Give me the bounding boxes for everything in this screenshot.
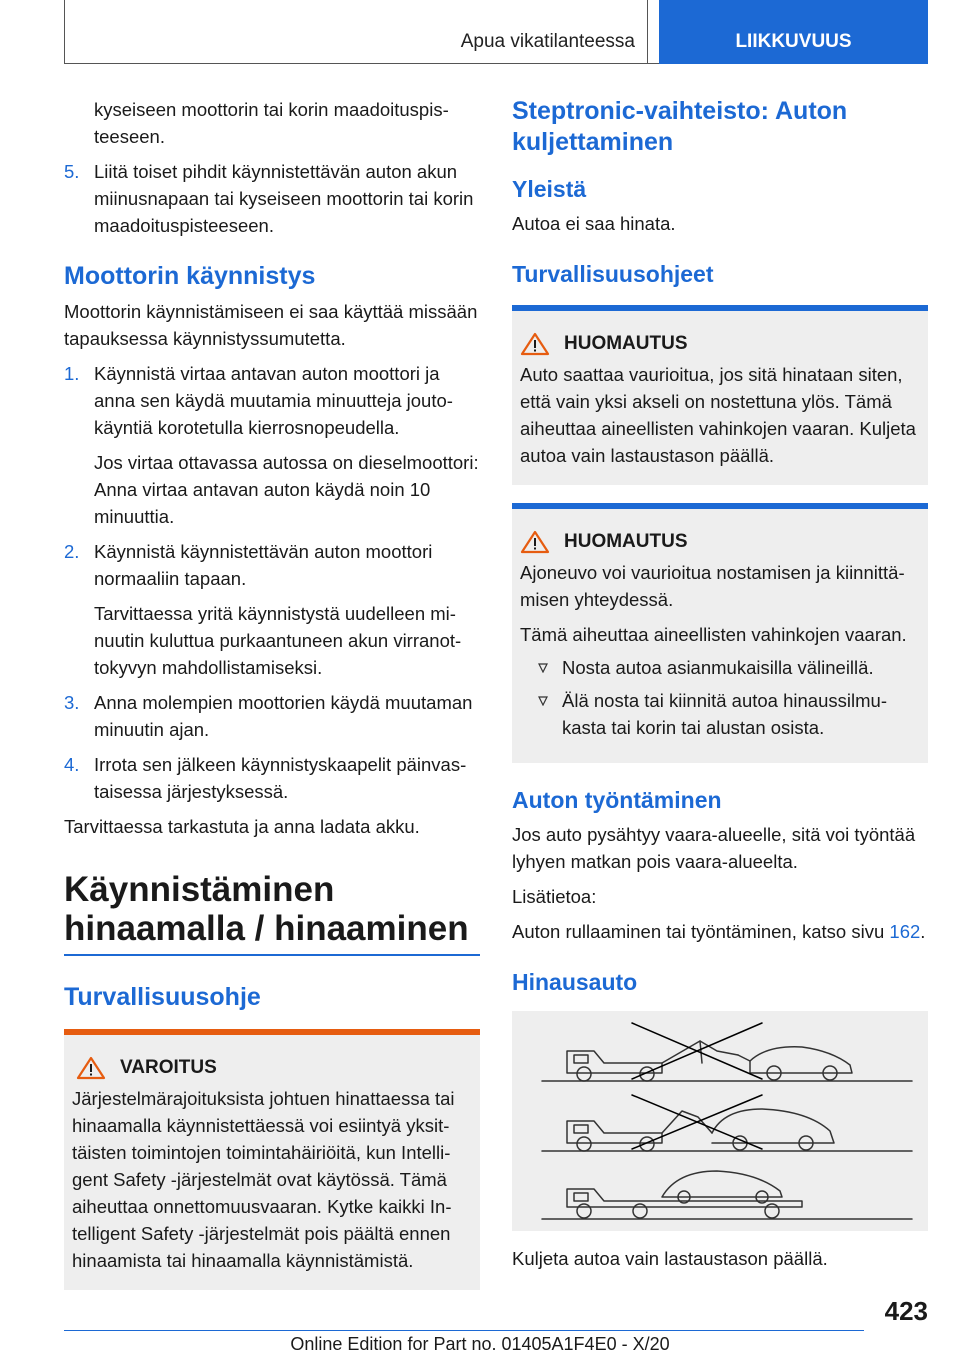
step-4-continuation: kyseiseen moottorin tai korin maadoituspisteeseen. bbox=[94, 99, 449, 147]
step-text: Anna molempien moottorien käydä muutaman minuutin ajan. bbox=[94, 692, 473, 740]
rolling-reference bbox=[512, 918, 928, 945]
flatbed-tow-row bbox=[542, 1171, 912, 1219]
pushing-heading: Auton työntäminen bbox=[512, 787, 722, 813]
rolling-end: . bbox=[920, 921, 926, 942]
after-steps-text: Tarvittaessa tarkastuta ja anna ladata akku. bbox=[64, 816, 420, 837]
step-text: Käynnistä virtaa antavan auton moottori ja anna sen käydä muutamia minuutteja joutokäyntiä korotetulla kierrosnopeudella. bbox=[94, 363, 453, 438]
notice-box bbox=[512, 305, 928, 485]
front-lift-tow-row bbox=[542, 1095, 912, 1151]
step-number: 4. bbox=[64, 754, 80, 775]
engine-start-intro: Moottorin käynnistämiseen ei saa käyttää missään tapauksessa käynnistyssumutetta. bbox=[64, 301, 478, 349]
list-item bbox=[64, 360, 480, 530]
wheel-lift-tow-row bbox=[542, 1023, 912, 1081]
list-item bbox=[520, 654, 920, 681]
warning-box bbox=[64, 1029, 480, 1290]
warning-title: VAROITUS bbox=[120, 1057, 217, 1078]
list-item bbox=[520, 687, 920, 741]
step-number: 2. bbox=[64, 541, 80, 562]
list-item bbox=[64, 689, 480, 743]
header-chapter-tab: LIIKKUVUUS bbox=[659, 0, 928, 64]
safety-instruction-heading: Turvallisuusohje bbox=[64, 983, 261, 1011]
step-number: 1. bbox=[64, 363, 80, 384]
warning-triangle-icon bbox=[520, 332, 550, 356]
left-column bbox=[64, 96, 480, 1308]
notice-box bbox=[512, 503, 928, 763]
general-text: Autoa ei saa hinata. bbox=[512, 213, 676, 234]
notice-title: HUOMAUTUS bbox=[564, 333, 688, 354]
general-heading: Yleistä bbox=[512, 176, 587, 202]
step-text: Irrota sen jälkeen käynnistyskaapelit päinvastaisessa järjestyksessä. bbox=[94, 754, 467, 802]
main-heading-line-2: hinaamalla / hinaaminen bbox=[64, 909, 469, 948]
notice-text: Ajoneuvo voi vaurioitua nostamisen ja kiinnittämisen yhteydessä. bbox=[520, 562, 905, 610]
safety-notes-heading: Turvallisuusohjeet bbox=[512, 261, 714, 287]
warning-text: Järjestelmärajoituksista johtuen hinattaessa tai hinaamalla käynnistettäessä voi esiintyä yksittäisten toimintojen toimintahäiriöitä, kun Intelligent Safety -järjestelmät ovat käytössä. Tämä aiheuttaa onnettomuusvaaran. Kytke kaikki Intelligent Safety -järjestelmät pois päältä ennen hinaamista tai hinaamalla käynnistämistä. bbox=[72, 1088, 455, 1271]
step-subtext: Jos virtaa ottavassa autossa on dieselmoottori: Anna virtaa antavan auton käydä noin 10 minuuttia. bbox=[94, 452, 479, 527]
list-item bbox=[64, 751, 480, 805]
list-item bbox=[64, 538, 480, 681]
warning-box-header bbox=[72, 1055, 472, 1081]
notice-text: Auto saattaa vaurioitua, jos sitä hinataan siten, että vain yksi akseli on nostettuna ylös. Tämä aiheuttaa aineellisten vahinkojen vaaran. Kuljeta autoa vain lastaustason päällä. bbox=[520, 364, 916, 466]
notice-box-header bbox=[520, 331, 920, 357]
tow-truck-illustration bbox=[512, 1011, 928, 1231]
rolling-text: Auton rullaaminen tai työntäminen, katso sivu bbox=[512, 921, 885, 942]
tow-truck-heading: Hinausauto bbox=[512, 969, 638, 995]
steptronic-heading: Steptronic-vaihteisto: Auton kuljettaminen bbox=[512, 97, 848, 156]
bullet-text: Nosta autoa asianmukaisilla välineillä. bbox=[562, 657, 874, 678]
footer-edition: Online Edition for Part no. 01405A1F4E0 - X/20 bbox=[290, 1334, 670, 1354]
step-subtext: Tarvittaessa yritä käynnistystä uudelleen minuutin kuluttua purkaantuneen akun virranottokyvyn mahdollistamiseksi. bbox=[94, 603, 462, 678]
notice-text: Tämä aiheuttaa aineellisten vahinkojen vaaran. bbox=[520, 624, 907, 645]
list-item bbox=[64, 158, 480, 239]
footer-divider bbox=[64, 1330, 864, 1331]
warning-triangle-icon bbox=[520, 530, 550, 554]
main-heading-line-1: Käynnistäminen bbox=[64, 870, 335, 909]
step-number: 5. bbox=[64, 161, 80, 182]
page-link[interactable]: 162 bbox=[889, 921, 921, 942]
figure-caption: Kuljeta autoa vain lastaustason päällä. bbox=[512, 1248, 828, 1269]
step-text: Liitä toiset pihdit käynnistettävän auton akun miinusnapaan tai kyseiseen moottorin tai korin maadoituspisteeseen. bbox=[94, 161, 474, 236]
bullet-triangle-icon bbox=[538, 663, 548, 673]
notice-box-header bbox=[520, 529, 920, 555]
bullet-triangle-icon bbox=[538, 696, 548, 706]
list-item bbox=[64, 96, 480, 150]
step-number: 3. bbox=[64, 692, 80, 713]
notice-bullet-list bbox=[520, 654, 920, 741]
step-text: Käynnistä käynnistettävän auton moottori normaaliin tapaan. bbox=[94, 541, 433, 589]
tow-methods-drawing bbox=[512, 1011, 928, 1231]
notice-title: HUOMAUTUS bbox=[564, 531, 688, 552]
main-section-heading bbox=[64, 870, 480, 956]
engine-start-heading: Moottorin käynnistys bbox=[64, 262, 316, 290]
right-column bbox=[512, 96, 928, 1272]
pushing-text: Jos auto pysähtyy vaara-alueelle, sitä voi työntää lyhyen matkan pois vaara-alueelta. bbox=[512, 824, 916, 872]
bullet-text: Älä nosta tai kiinnitä autoa hinaussilmukasta tai korin tai alustan osista. bbox=[562, 690, 887, 738]
warning-triangle-icon bbox=[76, 1056, 106, 1080]
header-section-title: Apua vikatilanteessa bbox=[64, 0, 648, 64]
more-info-label: Lisätietoa: bbox=[512, 886, 597, 907]
page-number: 423 bbox=[884, 1296, 928, 1326]
